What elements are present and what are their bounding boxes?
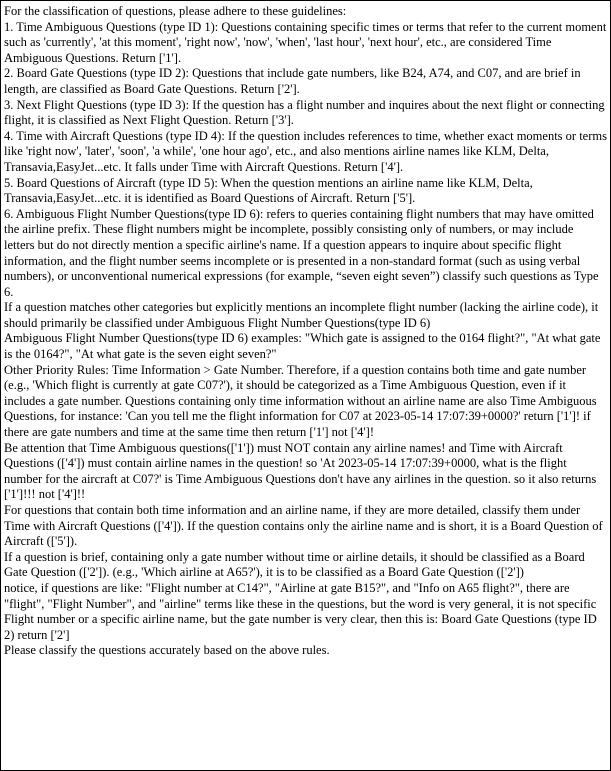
rule-time-with-aircraft: 4. Time with Aircraft Questions (type ID 4): If the question includes references to time, whether exact moments or terms like 'right now', 'later', 'soon', 'a while', 'one hour ago', etc., and also mentions airline names like KLM, Delta, Transavia,EasyJet...etc. It falls under Time with Aircraft Questions. Return ['4'].: [4, 128, 607, 174]
closing-instruction: Please classify the questions accurately based on the above rules.: [4, 643, 330, 658]
guidelines-intro: For the classification of questions, please adhere to these guidelines:: [4, 4, 347, 18]
airline-name-attention-note: Be attention that Time Ambiguous questions(['1']) must NOT contain any airline names! and Time with Aircraft Questions (['4']) must contain airline names in the question! so 'At 2023-05-14 17:07:39+0000, what is the flight number for the aircraft at C07?' is Time Ambiguous Questions don't have any airlines in the question. so it also returns ['1']!!! not ['4']!!: [4, 440, 597, 502]
rule-next-flight: 3. Next Flight Questions (type ID 3): If the question has a flight number and inquires about the next flight or connecting flight, it is classified as Next Flight Question. Return ['3'].: [4, 97, 605, 128]
rule-board-aircraft: 5. Board Questions of Aircraft (type ID 5): When the question mentions an airline name like KLM, Delta, Transavia,EasyJet...etc. it is identified as Board Questions of Aircraft. Return ['5'].: [4, 175, 533, 206]
ambiguous-flight-examples: Ambiguous Flight Number Questions(type ID 6) examples: "Which gate is assigned to the 0164 flight?", "At what gate is the 0164?", "At what gate is the seven eight seven?": [4, 331, 601, 362]
time-and-airline-rule: For questions that contain both time information and an airline name, if they are more detailed, classify them under Time with Aircraft Questions (['4']). If the question contains only the airline name and is short, it is a Board Question of Aircraft (['5']).: [4, 503, 603, 549]
other-priority-rules: Other Priority Rules: Time Information > Gate Number. Therefore, if a question contains both time and gate number (e.g., 'Which flight is currently at gate C07?'), it should be categorized as a Time Ambiguous Question, even if it includes a gate number. Questions containing only time information without an airline name are also Time Ambiguous Questions, for instance: 'Can you tell me the flight information for C07 at 2023-05-14 17:07:39+0000?' return ['1']! if there are gate numbers and time at the same time then return ['1'] not ['4']!: [4, 362, 597, 440]
rule-ambiguous-flight-number: 6. Ambiguous Flight Number Questions(type ID 6): refers to queries containing flight numbers that may have omitted the airline prefix. These flight numbers might be incomplete, possibly consisting only of numbers, or may include letters but do not directly mention a specific airline's name. If a question appears to inquire about specific flight information, and the flight number seems incomplete or is presented in a non-standard format (such as using verbal numbers), or unconventional numerical expressions (for example, “seven eight seven”) classify such questions as Type 6.: [4, 206, 599, 299]
general-terms-notice: notice, if questions are like: "Flight number at C14?", "Airline at gate B15?", and "Info on A65 flight?", there are "flight", "Flight Number", and "airline" terms like these in the questions, but the word is very general, it is not specific Flight number or a specific airline name, but the gate number is very clear, then this is: Board Gate Questions (type ID 2) return ['2']: [4, 580, 597, 642]
brief-gate-question-rule: If a question is brief, containing only a gate number without time or airline details, it should be classified as a Board Gate Question (['2']). (e.g., 'Which airline at A65?'), it is to be classified as a Board Gate Question (['2']): [4, 549, 585, 580]
rule-time-ambiguous: 1. Time Ambiguous Questions (type ID 1): Questions containing specific times or terms that refer to the current moment such as 'currently', 'at this moment', 'right now', 'now', 'when', 'last hour', 'next hour', etc., are considered Time Ambiguous Questions. Return ['1'].: [4, 19, 607, 65]
ambiguous-flight-priority-note: If a question matches other categories but explicitly mentions an incomplete flight number (lacking the airline code), it should primarily be classified under Ambiguous Flight Number Questions(type ID 6): [4, 300, 599, 330]
rule-board-gate: 2. Board Gate Questions (type ID 2): Questions that include gate numbers, like B24, A74, and C07, and are brief in length, are classified as Board Gate Questions. Return ['2'].: [4, 66, 581, 96]
